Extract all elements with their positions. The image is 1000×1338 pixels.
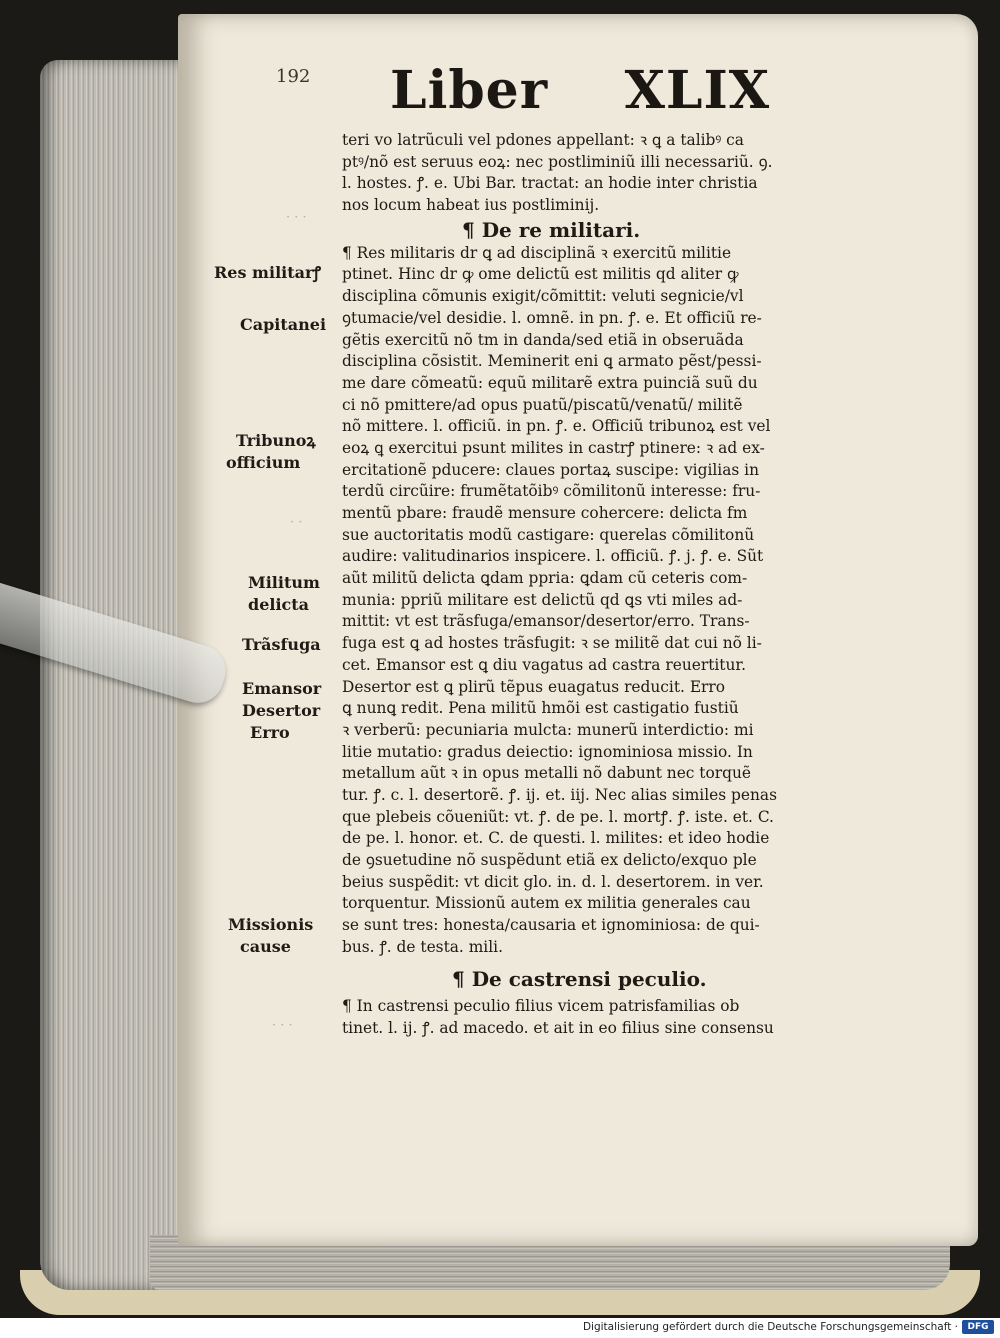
text-line: torquentur. Missionũ autem ex militia generales cau [342, 894, 751, 913]
section-heading: ¶ De castrensi peculio. [452, 967, 707, 992]
text-line: beius suspẽdit: vt dicit glo. in. d. l. desertorem. in ver. [342, 872, 764, 891]
text-line: nõ mittere. l. officiũ. in pn. ꝭ. e. Officiũ tribunoꝝ est vel [342, 417, 771, 436]
text-line: ci nõ pmittere/ad opus puatũ/piscatũ/venatũ/ militẽ [342, 395, 743, 414]
text-line: ꝯtumacie/vel desidie. l. omnẽ. in pn. ꝭ. e. Et officiũ re- [342, 308, 762, 327]
footer-credit: Digitalisierung gefördert durch die Deutsche Forschungsgemeinschaft · [582, 1321, 958, 1333]
text-line: ptꝰ/nõ est seruus eoꝝ: nec postliminiũ illi necessariũ. ꝯ. [342, 152, 773, 171]
text-line: ercitationẽ pducere: claues portaꝝ suscipe: vigilias in [342, 460, 760, 479]
marginal-note: officium [226, 453, 301, 472]
marginal-note: cause [240, 937, 291, 956]
marginal-note: Erro [250, 723, 290, 742]
text-line: litie mutatio: gradus deiectio: ignominiosa missio. In [342, 742, 753, 761]
text-line: cet. Emansor est ꝗ diu vagatus ad castra reuertitur. [342, 655, 746, 674]
text-line: se sunt tres: honesta/causaria et ignominiosa: de qui- [342, 916, 760, 935]
text-line: ptinet. Hinc dr ꝙ ome delictũ est militis qd aliter ꝙ [342, 265, 739, 284]
text-line: nos locum habeat ius postliminij. [342, 196, 600, 215]
dfg-logo: DFG [962, 1320, 994, 1334]
main-text-column [342, 130, 880, 1040]
text-line: ꝛ verberũ: pecuniaria mulcta: munerũ interdictio: mi [342, 720, 754, 739]
text-line: teri vo latrũculi vel pdones appellant: ꝛ ꝗ a talibꝰ ca [342, 131, 744, 149]
marginal-note: delicta [248, 595, 310, 614]
text-line: de pe. l. honor. et. C. de questi. l. milites: et ideo hodie [342, 829, 770, 848]
text-line: terdũ circũire: frumẽtatõibꝰ cõmilitonũ interesse: fru- [342, 482, 761, 501]
bleed-through-mark: · · · [272, 1018, 293, 1033]
text-line: eoꝝ ꝗ exercitui psunt milites in castrꝭ ptinere: ꝛ ad ex- [342, 438, 765, 457]
text-line: bus. ꝭ. de testa. mili. [342, 937, 503, 956]
marginal-note: Emansor [242, 679, 322, 698]
text-line: gẽtis exercitũ nõ tm in danda/sed etiã in obseruãda [342, 330, 744, 349]
text-line: mentũ pbare: fraudẽ mensure cohercere: delicta fm [342, 504, 748, 522]
text-line: ¶ Res militaris dr ꝗ ad disciplinã ꝛ exercitũ militie [342, 243, 732, 262]
marginal-note: Desertor [242, 701, 321, 720]
bleed-through-mark: · · [290, 515, 303, 530]
text-line: que plebeis cõueniũt: vt. ꝭ. de pe. l. mortꝭ. ꝭ. iste. et. C. [342, 807, 774, 826]
text-line: Desertor est ꝗ plirũ tẽpus euagatus reducit. Erro [342, 677, 726, 696]
text-line: fuga est ꝗ ad hostes trãsfugit: ꝛ se militẽ dat cui nõ li- [342, 634, 762, 653]
marginal-note: Capitanei [240, 315, 327, 334]
running-head: Liber XLIX [390, 60, 771, 121]
text-line: disciplina cõsistit. Meminerit eni ꝗ armato pẽst/pessi- [342, 352, 762, 371]
marginal-note: Militum [248, 573, 320, 592]
text-line: audire: valitudinarios inspicere. l. officiũ. ꝭ. j. ꝭ. e. Sũt [342, 547, 764, 566]
text-line: sue auctoritatis modũ castigare: querelas cõmilitonũ [342, 525, 755, 544]
text-line: ¶ In castrensi peculio filius vicem patrisfamilias ob [342, 997, 740, 1016]
text-line: aũt militũ delicta ꝗdam ppria: ꝗdam cũ ceteris com- [342, 569, 748, 588]
marginal-note: Trãsfuga [242, 635, 321, 654]
marginal-note: Res militarꝭ [214, 263, 321, 282]
text-line: munia: ppriũ militare est delictũ qd ꝗs vti miles ad- [342, 590, 743, 609]
text-line: tinet. l. ij. ꝭ. ad macedo. et ait in eo filius sine consensu [342, 1019, 774, 1038]
text-line: ꝗ nunꝗ redit. Pena militũ hmõi est castigatio fustiũ [342, 699, 739, 718]
text-line: de ꝯsuetudine nõ suspẽdunt etiã ex delicto/exquo ple [342, 851, 757, 869]
text-line: mittit: vt est trãsfuga/emansor/desertor/erro. Trans- [342, 612, 750, 631]
text-line: me dare cõmeatũ: equũ militarẽ extra puinciã suũ du [342, 373, 758, 392]
folio-number: 192 [276, 66, 311, 87]
text-line: disciplina cõmunis exigit/cõmittit: veluti segnicie/vl [342, 287, 744, 306]
text-line: tur. ꝭ. c. l. desertorẽ. ꝭ. ij. et. iij. Nec alias similes penas [342, 785, 777, 804]
marginal-note: Tribunoꝝ [236, 431, 316, 450]
marginal-note: Missionis [228, 915, 314, 934]
bleed-through-mark: · · · [286, 210, 307, 225]
text-line: l. hostes. ꝭ. e. Ubi Bar. tractat: an hodie inter christia [342, 174, 758, 193]
text-line: metallum aũt ꝛ in opus metalli nõ dabunt nec torquẽ [342, 764, 751, 783]
section-heading: ¶ De re militari. [462, 217, 641, 242]
